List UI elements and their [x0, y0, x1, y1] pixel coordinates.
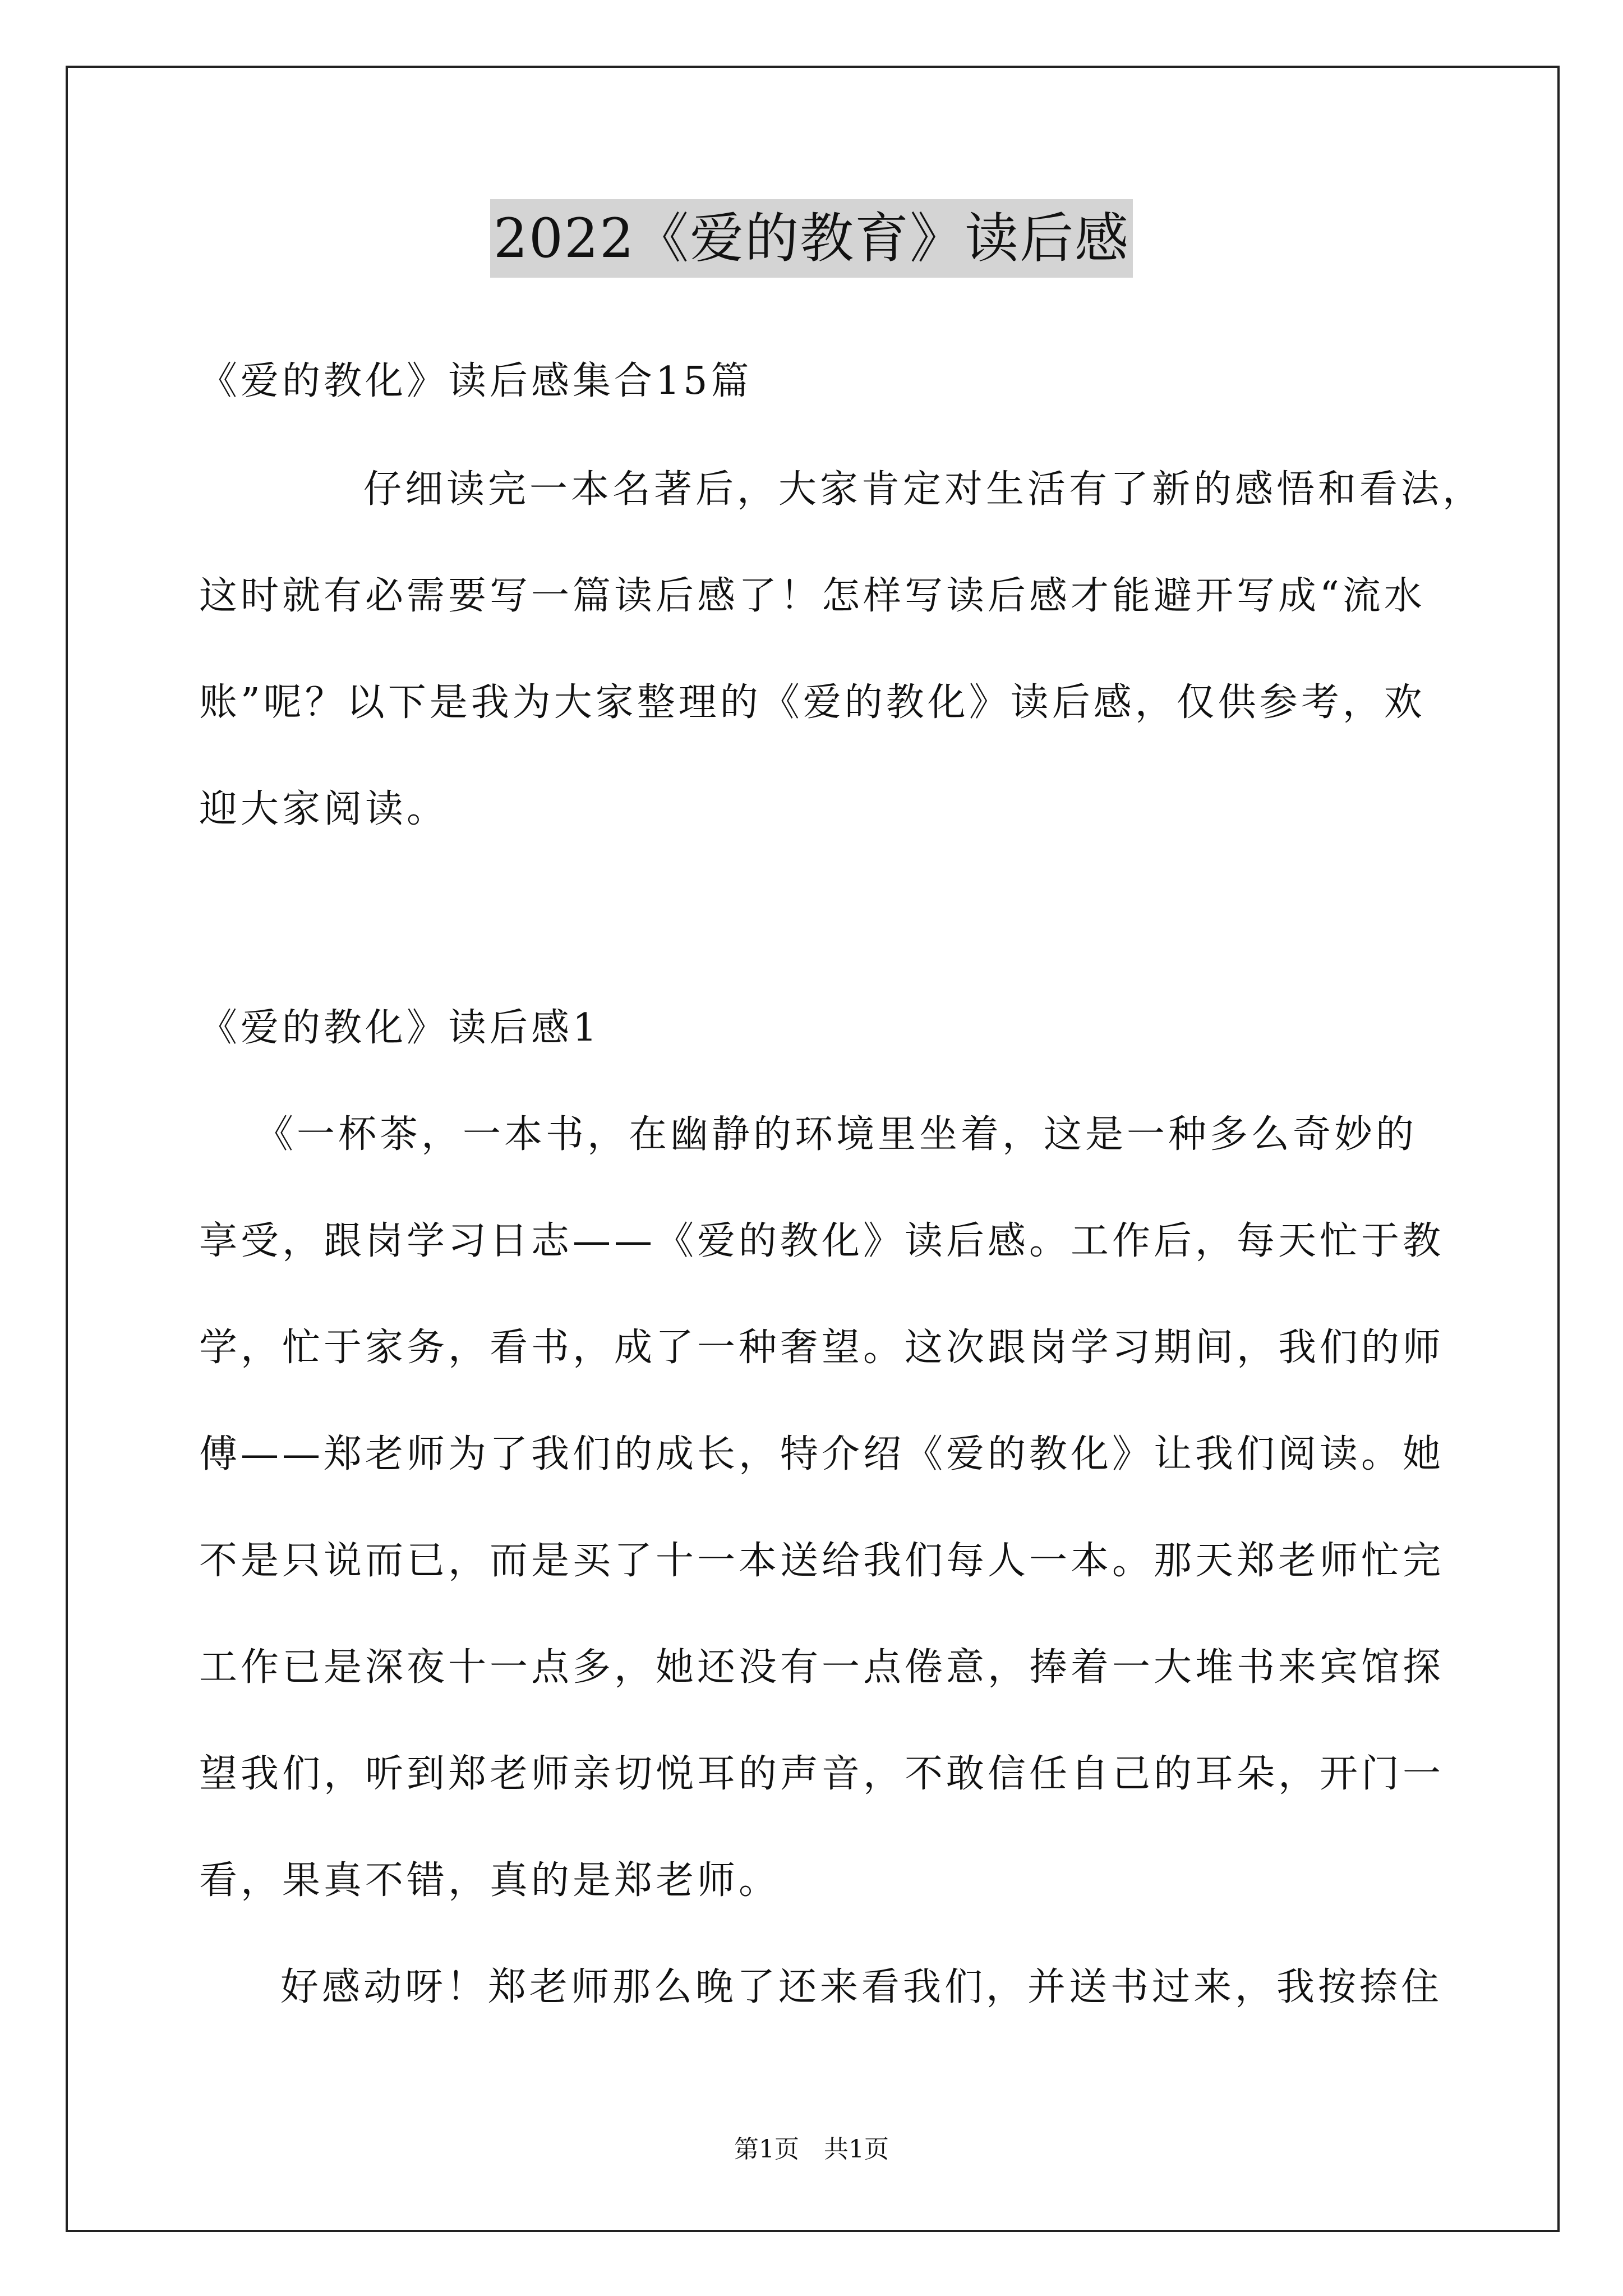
section-heading: 《爱的教化》读后感1 — [199, 1006, 601, 1050]
paragraph-line: 学，忙于家务，看书，成了一种奢望。这次跟岗学习期间，我们的师 — [199, 1326, 1445, 1370]
intro-line: 仔细读完一本名著后，大家肯定对生活有了新的感悟和看法， — [363, 467, 1484, 512]
title-wrap — [0, 199, 1623, 278]
intro-line: 迎大家阅读。 — [199, 787, 449, 831]
document-title: 2022《爱的教育》读后感 — [490, 199, 1133, 278]
paragraph-line: 《一杯茶，一本书，在幽静的环境里坐着，这是一种多么奇妙的 — [255, 1112, 1418, 1157]
document-subtitle: 《爱的教化》读后感集合15篇 — [199, 359, 753, 403]
paragraph-line: 好感动呀！郑老师那么晚了还来看我们，并送书过来，我按捺住 — [280, 1965, 1443, 2009]
paragraph-line: 看，果真不错，真的是郑老师。 — [199, 1858, 781, 1903]
paragraph-line: 不是只说而已，而是买了十一本送给我们每人一本。那天郑老师忙完 — [199, 1539, 1445, 1583]
paragraph-line: 工作已是深夜十一点多，她还没有一点倦意，捧着一大堆书来宾馆探 — [199, 1645, 1445, 1690]
paragraph-line: 享受，跟岗学习日志——《爱的教化》读后感。工作后，每天忙于教 — [199, 1219, 1445, 1263]
intro-line: 账”呢？以下是我为大家整理的《爱的教化》读后感，仅供参考，欢 — [199, 680, 1426, 725]
paragraph-line: 望我们，听到郑老师亲切悦耳的声音，不敢信任自己的耳朵，开门一 — [199, 1752, 1445, 1796]
paragraph-line: 傅——郑老师为了我们的成长，特介绍《爱的教化》让我们阅读。她 — [199, 1432, 1445, 1476]
page-footer: 第1页 共1页 — [734, 2135, 889, 2164]
intro-line: 这时就有必需要写一篇读后感了！怎样写读后感才能避开写成“流水 — [199, 574, 1426, 618]
